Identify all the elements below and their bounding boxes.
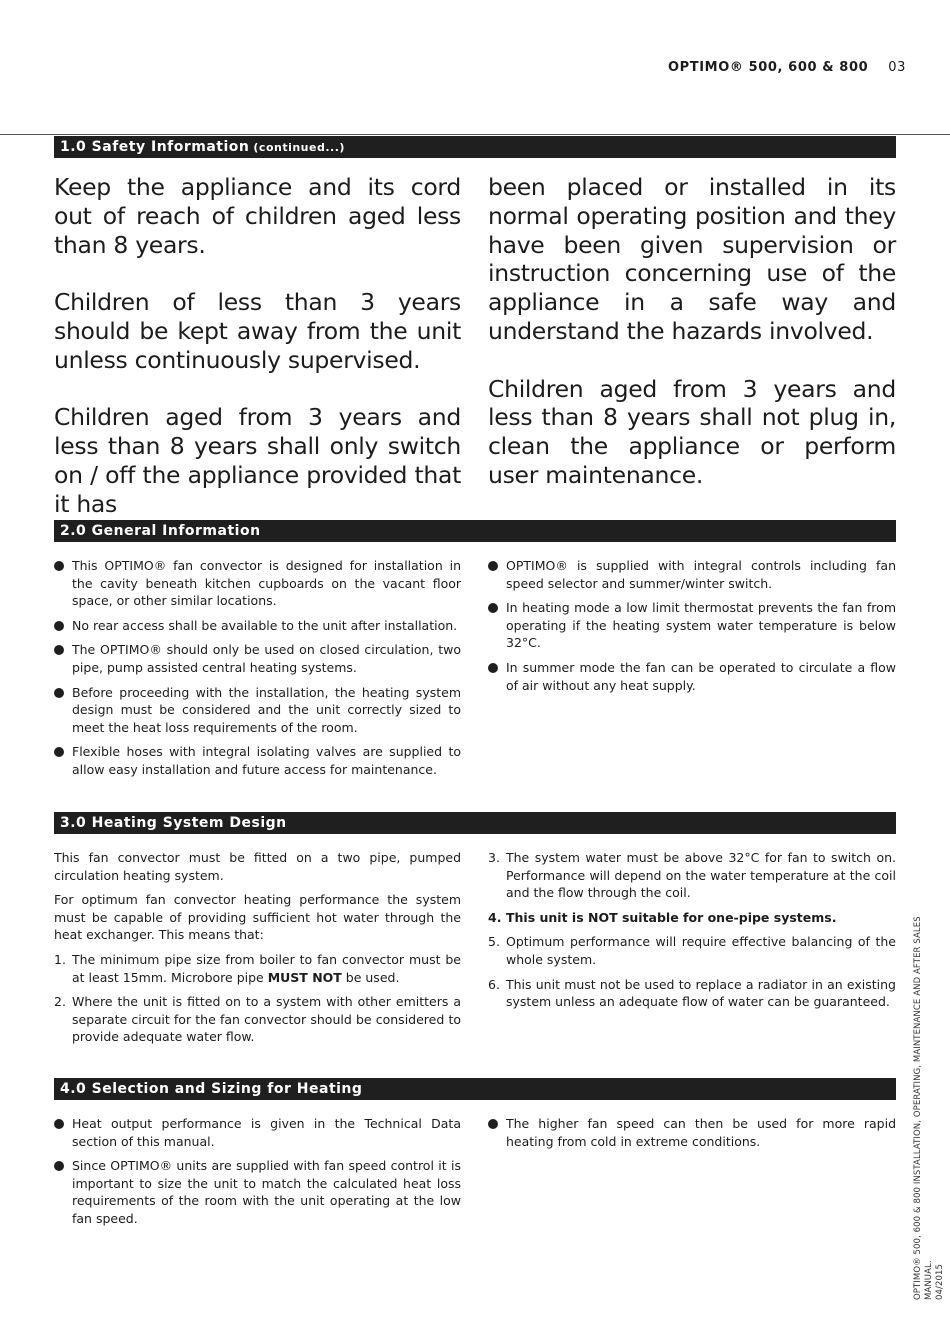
requirements-list-continued	[488, 849, 896, 1011]
list-item: Since OPTIMO® units are supplied with fan speed control it is important to size the unit to match the calculated heat loss requirements of the room with the unit operating at the low fan speed.	[54, 1157, 461, 1227]
list-item: The higher fan speed can then be used for more rapid heating from cold in extreme conditions.	[488, 1115, 896, 1150]
list-item: No rear access shall be available to the unit after installation.	[54, 617, 461, 635]
bullet-icon	[488, 603, 498, 613]
paragraph: For optimum fan convector heating performance the system must be capable of providing sufficient hot water through the heat exchanger. This means that:	[54, 892, 461, 943]
section-title: 2.0 General Information	[60, 523, 261, 539]
list-item: This OPTIMO® fan convector is designed for installation in the cavity beneath kitchen cupboards on the vacant floor space, or other similar locations.	[54, 557, 461, 610]
heating-design-right-column	[488, 849, 896, 1018]
paragraph: This fan convector must be fitted on a two pipe, pumped circulation heating system.	[54, 850, 461, 883]
list-item: 3. The system water must be above 32°C for fan to switch on. Performance will depend on the water temperature at the coil and the flow through the coil.	[488, 850, 896, 901]
bullet-icon	[54, 621, 64, 631]
section-title: 3.0 Heating System Design	[60, 815, 287, 831]
list-item: In heating mode a low limit thermostat prevents the fan from operating if the heating system water temperature is below 32°C.	[488, 599, 896, 652]
heating-design-left-column	[54, 849, 461, 1053]
page-number: 03	[888, 60, 906, 75]
list-item: In summer mode the fan can be operated to circulate a flow of air without any heat supply.	[488, 659, 896, 694]
paragraph: been placed or installed in its normal operating position and they have been given supervision or instruction concerning use of the appliance in a safe way and understand the hazards involved.	[488, 173, 896, 345]
bullet-icon	[488, 663, 498, 673]
paragraph: Children of less than 3 years should be kept away from the unit unless continuously supervised.	[54, 288, 461, 374]
manual-date-note: 04/2015	[935, 1263, 945, 1300]
section-heading-heating-design	[54, 812, 896, 834]
page-header	[668, 60, 906, 75]
selection-right-list	[488, 1115, 896, 1157]
paragraph: Children aged from 3 years and less than 8 years shall not plug in, clean the appliance or perform user maintenance.	[488, 374, 896, 489]
bullet-icon	[54, 561, 64, 571]
paragraph: Children aged from 3 years and less than 8 years shall only switch on / off the appliance provided that it has	[54, 403, 461, 518]
manual-footer-note	[913, 900, 946, 1300]
requirements-list	[54, 951, 461, 1046]
general-left-list	[54, 557, 461, 786]
bullet-icon	[54, 645, 64, 655]
general-right-list	[488, 557, 896, 701]
bullet-icon	[54, 747, 64, 757]
bullet-icon	[488, 561, 498, 571]
list-item: 2. Where the unit is fitted on to a system with other emitters a separate circuit for the fan convector should be considered to provide adequate water flow.	[54, 994, 461, 1045]
document-title: OPTIMO® 500, 600 & 800	[667, 60, 869, 75]
manual-title-note: OPTIMO® 500, 600 & 800 INSTALLATION, OPERATING, MAINTENANCE AND AFTER SALES MANUAL.	[913, 916, 934, 1300]
bullet-icon	[54, 688, 64, 698]
emphasis: MUST NOT	[267, 969, 342, 985]
section-heading-selection-sizing	[54, 1078, 896, 1100]
safety-left-column	[54, 173, 461, 519]
safety-right-column	[488, 173, 896, 490]
list-item: 5. Optimum performance will require effective balancing of the whole system.	[488, 934, 896, 967]
section-title: 1.0 Safety Information	[60, 139, 250, 155]
paragraph: Keep the appliance and its cord out of reach of children aged less than 8 years.	[54, 173, 461, 259]
section-title: 4.0 Selection and Sizing for Heating	[60, 1081, 363, 1097]
list-item: Heat output performance is given in the Technical Data section of this manual.	[54, 1115, 461, 1150]
selection-left-list	[54, 1115, 461, 1235]
header-divider	[0, 134, 950, 135]
section-heading-general	[54, 520, 896, 542]
bullet-icon	[54, 1119, 64, 1129]
list-item: 4. This unit is NOT suitable for one-pipe systems.	[488, 909, 837, 925]
list-item: Flexible hoses with integral isolating valves are supplied to allow easy installation and future access for maintenance.	[54, 743, 461, 778]
bullet-icon	[54, 1161, 64, 1171]
list-item: Before proceeding with the installation, the heating system design must be considered and the unit correctly sized to meet the heat loss requirements of the room.	[54, 684, 461, 737]
list-item: 1. The minimum pipe size from boiler to fan convector must be at least 15mm. Microbore pipe MUST NOT be used.	[54, 951, 461, 985]
list-item: OPTIMO® is supplied with integral controls including fan speed selector and summer/winter switch.	[488, 557, 896, 592]
section-title-suffix: (continued...)	[253, 141, 345, 154]
section-heading-safety	[54, 136, 896, 158]
list-item: The OPTIMO® should only be used on closed circulation, two pipe, pump assisted central heating systems.	[54, 641, 461, 676]
bullet-icon	[488, 1119, 498, 1129]
list-item: 6. This unit must not be used to replace a radiator in an existing system unless an adequate flow of water can be guaranteed.	[488, 976, 896, 1010]
